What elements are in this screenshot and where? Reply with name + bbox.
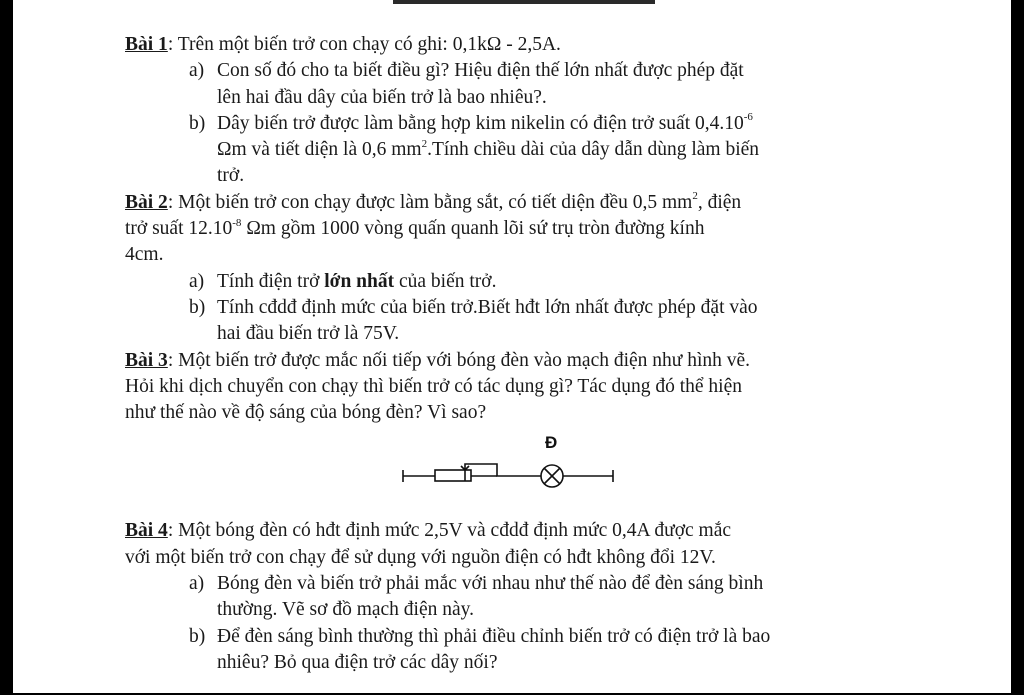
bai4-item-b <box>125 624 915 677</box>
lamp-label: Đ <box>545 433 558 453</box>
text: , điện <box>697 191 742 213</box>
item-line: trở. <box>217 165 245 187</box>
bai2-heading <box>125 190 915 216</box>
text: : Một biến trở được mắc nối tiếp với bóng đèn vào mạch điện như hình vẽ. <box>167 349 751 371</box>
item-line <box>217 111 915 137</box>
document-content <box>125 32 915 676</box>
superscript: -6 <box>743 111 753 124</box>
text: .Tính chiều dài của dây dẫn dùng làm biến <box>427 139 760 161</box>
superscript: 2 <box>421 137 428 150</box>
slider-wire <box>465 464 541 481</box>
item-marker: b) <box>189 625 206 647</box>
bai3-line: như thế nào về độ sáng của bóng đèn? Vì sao? <box>125 402 487 424</box>
bai3-label: Bài 3 <box>125 349 168 371</box>
circuit-diagram <box>125 426 915 518</box>
bai1-heading <box>125 32 915 58</box>
bold-text: lớn nhất <box>324 270 395 292</box>
superscript: -8 <box>232 216 242 229</box>
item-marker: a) <box>189 573 205 595</box>
text: : Một biến trở con chạy được làm bằng sắt, có tiết diện đều 0,5 mm <box>167 191 693 213</box>
circuit-svg <box>395 430 625 500</box>
bai2-item-a <box>125 269 915 295</box>
text: Ωm và tiết diện là 0,6 mm <box>217 139 422 161</box>
bai1-label: Bài 1 <box>125 34 168 55</box>
bai4-item-a <box>125 571 915 624</box>
bai4-line: với một biến trở con chạy để sử dụng với nguồn điện có hđt không đổi 12V. <box>125 546 716 568</box>
bai2-line <box>125 216 915 242</box>
item-line <box>217 137 915 163</box>
item-line: lên hai đầu dây của biến trở là bao nhiêu?. <box>217 86 547 108</box>
text: : Một bóng đèn có hđt định mức 2,5V và cđdđ định mức 0,4A được mắc <box>167 520 732 542</box>
item-line: Tính cđdđ định mức của biến trở.Biết hđt lớn nhất được phép đặt vào <box>217 296 758 318</box>
bai3-line: Hỏi khi dịch chuyển con chạy thì biến trở có tác dụng gì? Tác dụng đó thể hiện <box>125 375 742 397</box>
text: Ωm gồm 1000 vòng quấn quanh lõi sứ trụ tròn đường kính <box>241 218 705 240</box>
text: của biến trở. <box>394 270 497 292</box>
item-line: nhiêu? Bỏ qua điện trở các dây nối? <box>217 651 498 673</box>
superscript: 2 <box>692 190 698 203</box>
bai4-label: Bài 4 <box>125 520 168 542</box>
item-line <box>217 269 915 295</box>
item-line: hai đầu biến trở là 75V. <box>217 323 400 345</box>
bai1-item-b <box>125 111 915 190</box>
text: Tính điện trở <box>217 270 325 292</box>
item-line: Bóng đèn và biến trở phải mắc với nhau như thế nào để đèn sáng bình <box>217 573 764 595</box>
bai2-label: Bài 2 <box>125 191 168 213</box>
item-marker: b) <box>189 296 206 318</box>
item-marker: a) <box>189 270 205 292</box>
bai2-item-b <box>125 295 915 348</box>
bai2-line: 4cm. <box>125 244 164 266</box>
text: Dây biến trở được làm bằng hợp kim nikelin có điện trở suất 0,4.10 <box>217 112 744 134</box>
bai1-item-a <box>125 58 915 111</box>
item-line: Con số đó cho ta biết điều gì? Hiệu điện thế lớn nhất được phép đặt <box>217 60 744 82</box>
item-line: thường. Vẽ sơ đồ mạch điện này. <box>217 599 475 621</box>
bai4-heading <box>125 518 915 544</box>
text: trở suất 12.10 <box>125 218 233 240</box>
item-line: Để đèn sáng bình thường thì phải điều chỉnh biến trở có điện trở là bao <box>217 625 771 647</box>
document-page <box>13 0 1011 693</box>
bai3-heading <box>125 348 915 374</box>
item-marker: b) <box>189 112 206 134</box>
item-marker: a) <box>189 60 205 82</box>
top-edge-bar <box>393 0 655 4</box>
bai1-text: : Trên một biến trở con chạy có ghi: 0,1kΩ - 2,5A. <box>167 34 561 55</box>
